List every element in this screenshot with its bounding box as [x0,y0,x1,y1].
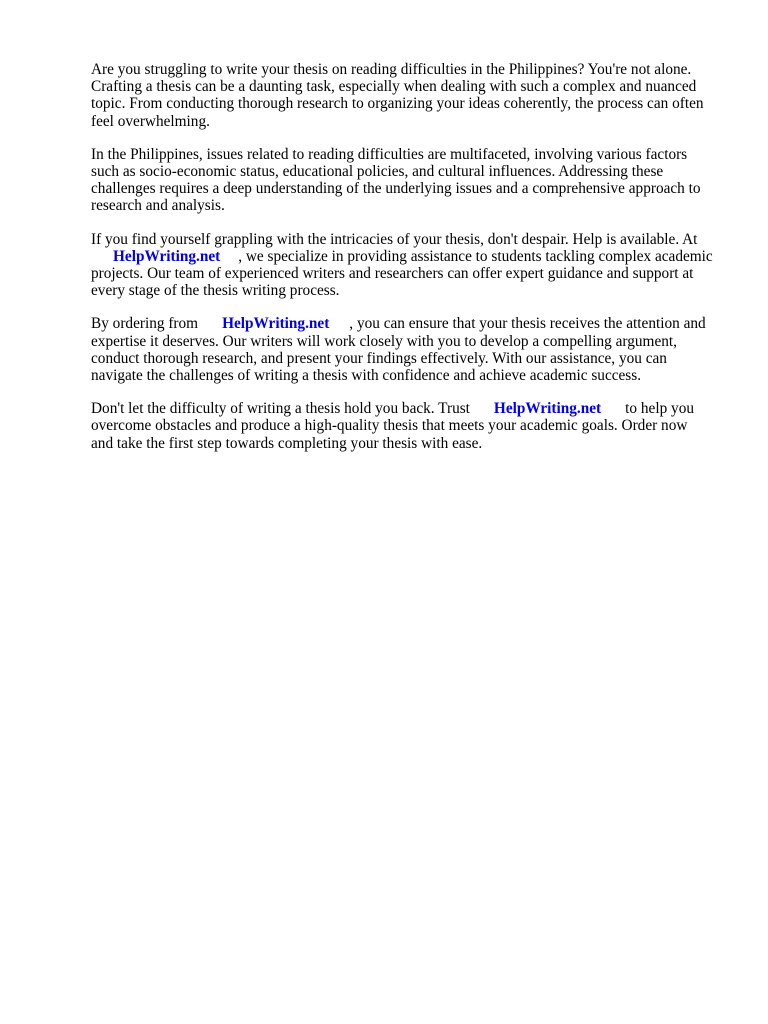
text-fragment: By ordering from [91,315,199,333]
paragraph-help [91,231,731,300]
text-fragment: to help you [625,400,694,418]
text-fragment: Don't let the difficulty of writing a thesis hold you back. Trust [91,400,470,418]
text-line: every stage of the thesis writing process. [91,282,340,300]
text-line: If you find yourself grappling with the intricacies of your thesis, don't despair. Help is available. At [91,230,698,248]
text-line: conduct thorough research, and present your findings effectively. With our assistance, you can [91,349,667,367]
helpwriting-link[interactable]: HelpWriting.net [113,247,221,265]
text-line [91,248,731,265]
text-line: Crafting a thesis can be a daunting task, especially when dealing with such a complex and nuanced [91,78,697,96]
text-line: topic. From conducting thorough research to organizing your ideas coherently, the process can often [91,95,704,113]
paragraph-intro [91,61,731,130]
text-line: In the Philippines, issues related to reading difficulties are multifaceted, involving various factors [91,145,688,163]
helpwriting-link[interactable]: HelpWriting.net [493,400,602,418]
helpwriting-link[interactable]: HelpWriting.net [222,315,330,333]
text-line: overcome obstacles and produce a high-quality thesis that meets your academic goals. Order now [91,417,688,435]
text-fragment: , you can ensure that your thesis receives the attention and [349,315,706,333]
text-line: feel overwhelming. [91,112,210,130]
text-line: challenges requires a deep understanding of the underlying issues and a comprehensive approach to [91,180,701,198]
document-body [91,61,731,468]
text-line: and take the first step towards completing your thesis with ease. [91,434,483,452]
text-line: Are you struggling to write your thesis on reading difficulties in the Philippines? You're not alone. [91,61,692,78]
text-fragment: , we specialize in providing assistance to students tackling complex academic [238,247,713,265]
paragraph-ordering [91,315,731,384]
text-line [91,400,731,417]
text-line: navigate the challenges of writing a thesis with confidence and achieve academic success. [91,367,642,385]
paragraph-closing [91,400,731,452]
text-line: research and analysis. [91,197,225,215]
text-line: projects. Our team of experienced writers and researchers can offer expert guidance and support at [91,265,694,283]
text-line: such as socio-economic status, educational policies, and cultural influences. Addressing these [91,163,664,181]
text-line: expertise it deserves. Our writers will work closely with you to develop a compelling argument, [91,332,677,350]
text-line [91,315,731,332]
paragraph-context [91,146,731,215]
